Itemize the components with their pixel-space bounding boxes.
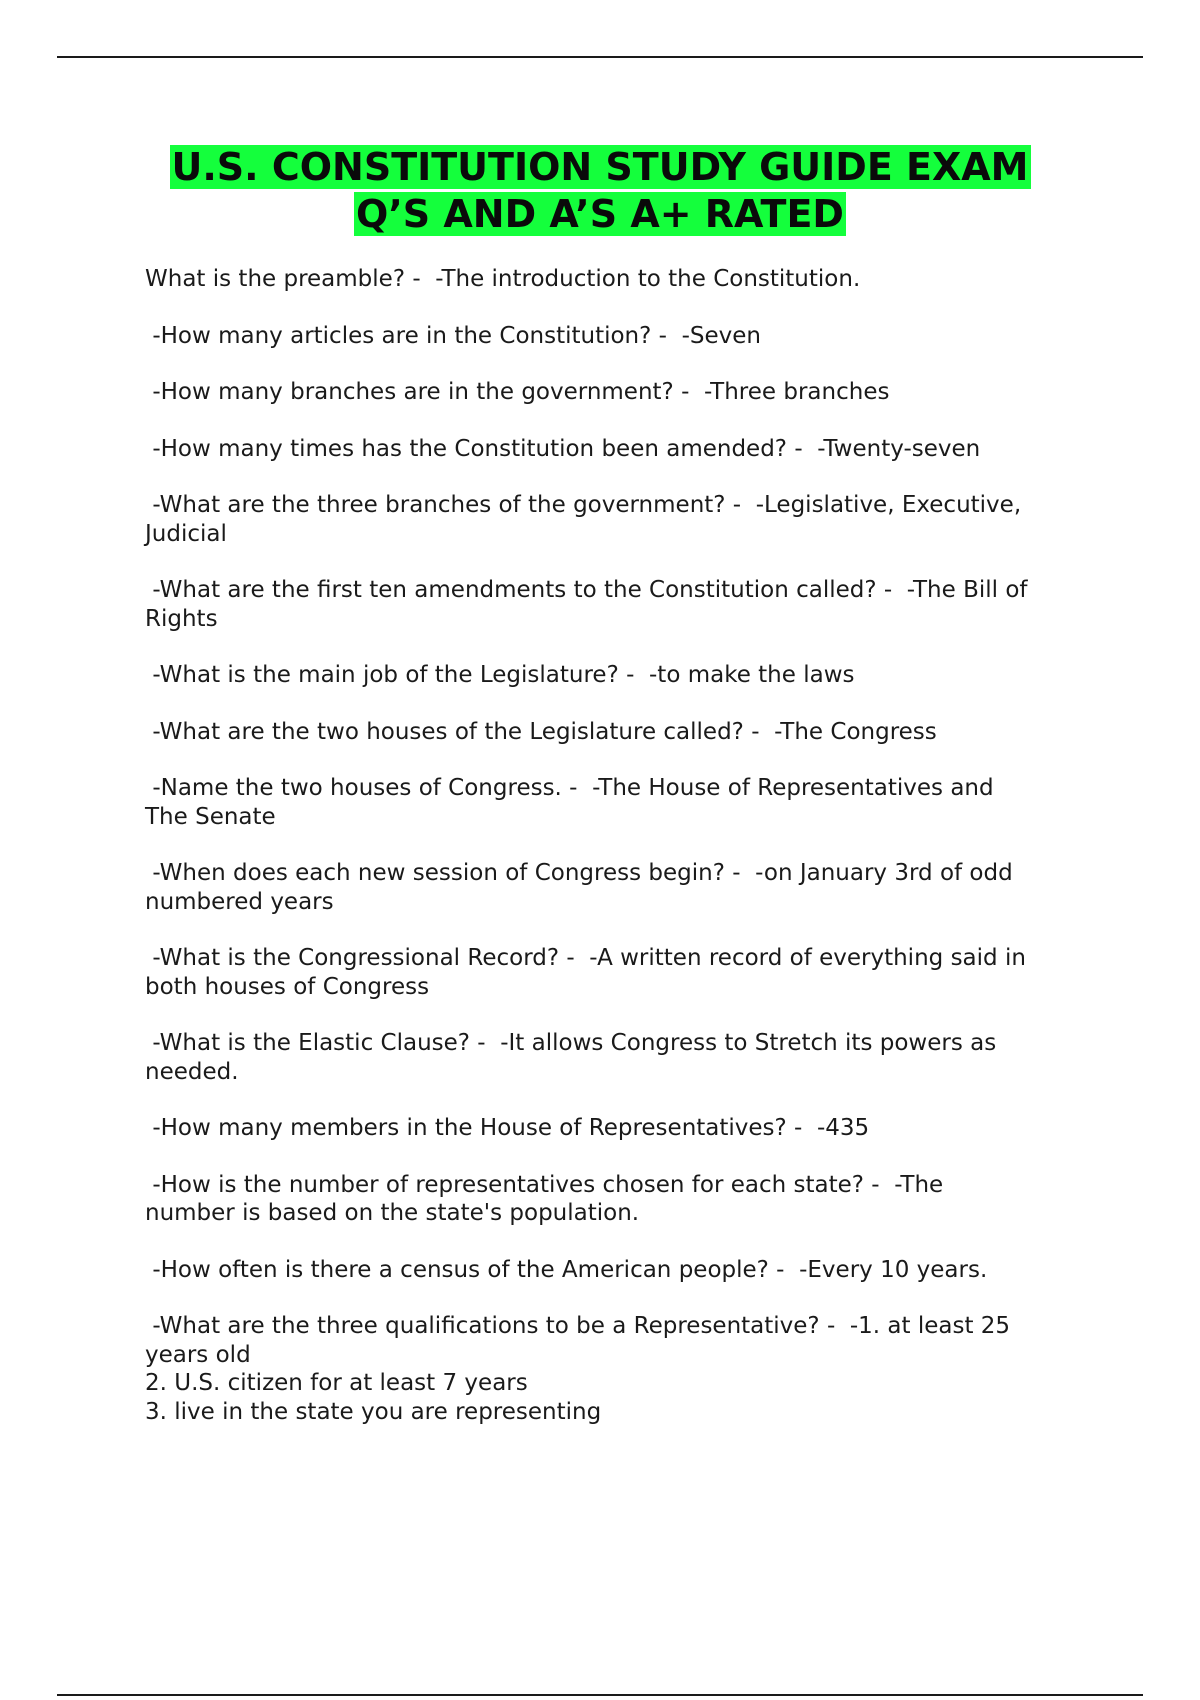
qa-item: [145, 265, 1085, 294]
qa-line: needed.: [145, 1058, 239, 1085]
document-title: [100, 144, 1100, 238]
qa-line: years old: [145, 1341, 251, 1368]
qa-item: [145, 576, 1085, 633]
qa-line: 3. live in the state you are representing: [145, 1398, 602, 1425]
qa-line: -What is the main job of the Legislature? - -to make the laws: [145, 662, 855, 688]
qa-item: [145, 1029, 1085, 1086]
qa-item: [145, 718, 1085, 747]
footer-rule: [57, 1694, 1143, 1696]
qa-item: [145, 944, 1085, 1001]
qa-item: [145, 774, 1085, 831]
qa-line: -What are the first ten amendments to the Constitution called? - -The Bill of: [145, 577, 1028, 603]
qa-line: -What is the Congressional Record? - -A written record of everything said in: [145, 945, 1026, 971]
qa-line: -How many members in the House of Representatives? - -435: [145, 1115, 870, 1141]
qa-item: [145, 1256, 1085, 1285]
qa-line: -How is the number of representatives chosen for each state? - -The: [145, 1171, 944, 1198]
qa-line: -What are the two houses of the Legislature called? - -The Congress: [145, 718, 937, 745]
qa-line: -How often is there a census of the American people? - -Every 10 years.: [145, 1256, 988, 1283]
qa-item: [145, 378, 1085, 407]
qa-line: -What are the three branches of the government? - -Legislative, Executive,: [145, 492, 1022, 518]
qa-line: Rights: [145, 605, 218, 632]
qa-line: -Name the two houses of Congress. - -The House of Representatives and: [145, 775, 994, 801]
qa-item: [145, 1171, 1085, 1228]
qa-line: The Senate: [145, 803, 276, 830]
qa-line: -When does each new session of Congress begin? - -on January 3rd of odd: [145, 860, 1013, 886]
qa-line: What is the preamble? - -The introduction to the Constitution.: [145, 266, 861, 292]
qa-line: -What are the three qualifications to be a Representative? - -1. at least 25: [145, 1313, 1011, 1339]
qa-line: numbered years: [145, 888, 334, 915]
qa-line: -How many branches are in the government? - -Three branches: [145, 379, 890, 405]
title-line-2: Q’S AND A’S A+ RATED: [356, 192, 844, 236]
qa-line: 2. U.S. citizen for at least 7 years: [145, 1370, 528, 1396]
qa-item: [145, 435, 1085, 464]
qa-item: [145, 661, 1085, 690]
qa-line: Judicial: [145, 520, 227, 547]
qa-item: [145, 859, 1085, 916]
qa-line: -How many articles are in the Constitution? - -Seven: [145, 322, 761, 349]
qa-line: both houses of Congress: [145, 973, 430, 1000]
qa-line: -How many times has the Constitution been amended? - -Twenty-seven: [145, 435, 981, 462]
header-rule: [57, 56, 1143, 58]
qa-line: -What is the Elastic Clause? - -It allows Congress to Stretch its powers as: [145, 1030, 997, 1056]
qa-list: [145, 265, 1085, 1454]
qa-item: [145, 1114, 1085, 1143]
qa-item: [145, 491, 1085, 548]
title-line-1: U.S. CONSTITUTION STUDY GUIDE EXAM: [171, 145, 1029, 189]
qa-line: number is based on the state's population.: [145, 1200, 640, 1226]
qa-item: [145, 322, 1085, 351]
qa-item: [145, 1312, 1085, 1426]
